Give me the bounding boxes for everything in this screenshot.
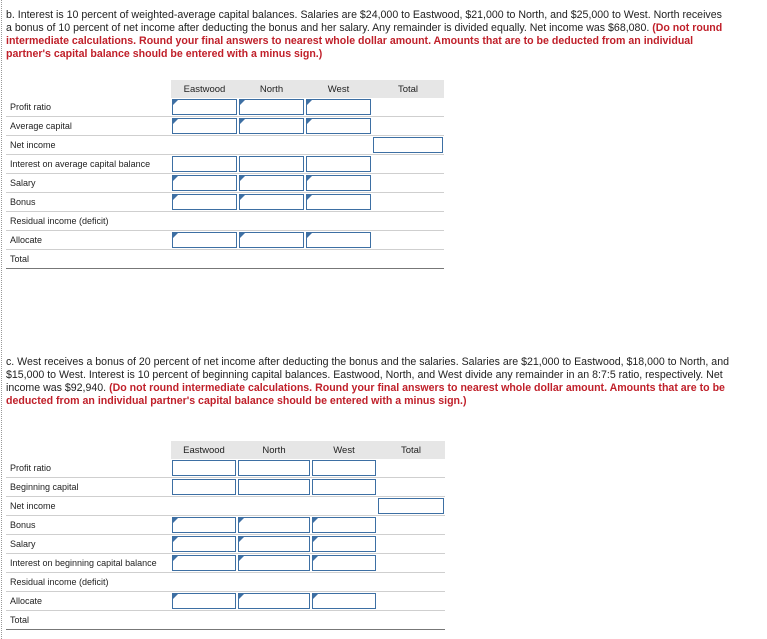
row-label: Residual income (deficit)	[6, 212, 171, 231]
empty-cell	[372, 98, 444, 117]
input-cell[interactable]	[377, 497, 445, 516]
input-cell[interactable]	[237, 478, 311, 497]
input-cell[interactable]	[311, 592, 377, 611]
empty-cell	[171, 573, 237, 592]
header-eastwood: Eastwood	[171, 80, 238, 98]
header-eastwood: Eastwood	[171, 441, 237, 459]
input-cell[interactable]	[238, 231, 305, 250]
row-label: Salary	[6, 174, 171, 193]
total-cell	[311, 611, 377, 630]
input-field[interactable]	[306, 232, 371, 248]
input-field[interactable]	[238, 517, 310, 533]
part-c-instruction: (Do not round intermediate calculations. Round your final answers to nearest whole dollar amount. Amounts that are to be deducted from an individual partner's capital balance should be entered with a minus sign.)	[6, 382, 725, 407]
input-cell[interactable]	[171, 155, 238, 174]
table-row	[6, 554, 445, 573]
input-cell[interactable]	[171, 592, 237, 611]
empty-cell	[372, 174, 444, 193]
input-cell[interactable]	[305, 231, 372, 250]
total-cell	[238, 250, 305, 269]
table-row	[6, 174, 444, 193]
empty-cell	[311, 573, 377, 592]
row-label: Profit ratio	[6, 459, 171, 478]
table-row	[6, 535, 445, 554]
input-cell[interactable]	[171, 516, 237, 535]
row-label: Bonus	[6, 193, 171, 212]
empty-cell	[372, 155, 444, 174]
empty-cell	[377, 535, 445, 554]
empty-cell	[171, 497, 237, 516]
input-field[interactable]	[238, 479, 310, 495]
empty-cell	[377, 573, 445, 592]
total-cell	[305, 250, 372, 269]
input-cell[interactable]	[305, 98, 372, 117]
header-row	[6, 80, 444, 98]
input-cell[interactable]	[171, 117, 238, 136]
dotted-margin-line	[1, 0, 2, 639]
header-west: West	[305, 80, 372, 98]
input-field[interactable]	[239, 118, 304, 134]
input-field[interactable]	[306, 118, 371, 134]
input-cell[interactable]	[171, 174, 238, 193]
input-field[interactable]	[172, 593, 236, 609]
row-label: Net income	[6, 136, 171, 155]
total-row	[6, 250, 444, 269]
total-cell	[237, 611, 311, 630]
input-field[interactable]	[172, 536, 236, 552]
input-field[interactable]	[373, 137, 443, 153]
table-row	[6, 592, 445, 611]
input-field[interactable]	[172, 194, 237, 210]
table-row	[6, 136, 444, 155]
empty-cell	[171, 136, 238, 155]
empty-cell	[237, 573, 311, 592]
header-north: North	[237, 441, 311, 459]
row-label: Residual income (deficit)	[6, 573, 171, 592]
row-label: Beginning capital	[6, 478, 171, 497]
part-c-text: c. West receives a bonus of 20 percent of net income after deducting the bonus and the salaries. Salaries are $21,000 to Eastwood, $18,000 to North, and $15,000 to West. Interest is 10 percent of beginning capital balances. Eastwood, North, and West divide any remainder in an 8:7:5 ratio, respectively. Net income was $92,940.	[6, 356, 729, 394]
input-cell[interactable]	[311, 516, 377, 535]
input-cell[interactable]	[171, 459, 237, 478]
input-field[interactable]	[306, 156, 371, 172]
row-label: Allocate	[6, 231, 171, 250]
input-field[interactable]	[239, 175, 304, 191]
input-cell[interactable]	[238, 98, 305, 117]
input-field[interactable]	[172, 555, 236, 571]
input-field[interactable]	[172, 175, 237, 191]
empty-cell	[372, 117, 444, 136]
input-cell[interactable]	[237, 516, 311, 535]
input-cell[interactable]	[171, 478, 237, 497]
input-field[interactable]	[312, 593, 376, 609]
input-cell[interactable]	[305, 193, 372, 212]
table-row	[6, 573, 445, 592]
input-field[interactable]	[239, 99, 304, 115]
input-field[interactable]	[239, 232, 304, 248]
empty-cell	[311, 497, 377, 516]
input-field[interactable]	[238, 460, 310, 476]
input-cell[interactable]	[372, 136, 444, 155]
input-cell[interactable]	[305, 155, 372, 174]
empty-cell	[372, 193, 444, 212]
empty-cell	[305, 212, 372, 231]
part-b-instruction: (Do not round intermediate calculations. Round your final answers to nearest whole dollar amount. Amounts that are to be deducted from an individual partner's capital balance should be entered with a minus sign.)	[6, 22, 723, 60]
table-row	[6, 459, 445, 478]
input-cell[interactable]	[238, 155, 305, 174]
input-field[interactable]	[172, 99, 237, 115]
blank-header	[6, 441, 171, 459]
input-cell[interactable]	[237, 592, 311, 611]
input-field[interactable]	[172, 118, 237, 134]
input-field[interactable]	[306, 175, 371, 191]
empty-cell	[238, 212, 305, 231]
input-cell[interactable]	[237, 459, 311, 478]
input-field[interactable]	[239, 156, 304, 172]
input-cell[interactable]	[238, 193, 305, 212]
input-cell[interactable]	[171, 535, 237, 554]
input-cell[interactable]	[311, 478, 377, 497]
empty-cell	[377, 459, 445, 478]
row-label: Net income	[6, 497, 171, 516]
input-field[interactable]	[172, 517, 236, 533]
table-row	[6, 478, 445, 497]
row-label: Average capital	[6, 117, 171, 136]
total-cell	[171, 611, 237, 630]
input-field[interactable]	[239, 194, 304, 210]
input-cell[interactable]	[238, 174, 305, 193]
input-cell[interactable]	[171, 98, 238, 117]
blank-header	[6, 80, 171, 98]
row-label: Interest on average capital balance	[6, 155, 171, 174]
header-west: West	[311, 441, 377, 459]
row-label: Salary	[6, 535, 171, 554]
part-b-prompt	[6, 9, 726, 61]
total-cell	[171, 250, 238, 269]
input-field[interactable]	[312, 479, 376, 495]
empty-cell	[377, 592, 445, 611]
input-field[interactable]	[238, 555, 310, 571]
row-label: Bonus	[6, 516, 171, 535]
input-cell[interactable]	[311, 554, 377, 573]
empty-cell	[305, 136, 372, 155]
table-row	[6, 155, 444, 174]
input-cell[interactable]	[305, 117, 372, 136]
input-field[interactable]	[312, 460, 376, 476]
part-c-prompt	[6, 356, 741, 408]
input-field[interactable]	[312, 555, 376, 571]
table-row	[6, 516, 445, 535]
input-cell[interactable]	[305, 174, 372, 193]
row-label: Profit ratio	[6, 98, 171, 117]
empty-cell	[377, 478, 445, 497]
input-cell[interactable]	[311, 535, 377, 554]
header-row	[6, 441, 445, 459]
table-row	[6, 231, 444, 250]
input-cell[interactable]	[237, 554, 311, 573]
input-field[interactable]	[312, 536, 376, 552]
empty-cell	[238, 136, 305, 155]
part-c-table	[6, 441, 445, 630]
total-cell	[372, 250, 444, 269]
header-north: North	[238, 80, 305, 98]
table-row	[6, 497, 445, 516]
input-cell[interactable]	[171, 231, 238, 250]
part-b-text: b. Interest is 10 percent of weighted-average capital balances. Salaries are $24,000 to Eastwood, $21,000 to North, and $25,000 to West. North receives a bonus of 10 percent of net income after deducting the bonus and her salary. Any remainder is divided equally. Net income was $68,080.	[6, 9, 722, 34]
table-row	[6, 117, 444, 136]
input-field[interactable]	[378, 498, 444, 514]
header-total: Total	[377, 441, 445, 459]
row-label: Allocate	[6, 592, 171, 611]
part-b-table	[6, 80, 444, 269]
header-total: Total	[372, 80, 444, 98]
empty-cell	[377, 554, 445, 573]
empty-cell	[171, 212, 238, 231]
input-field[interactable]	[172, 232, 237, 248]
input-field[interactable]	[172, 479, 236, 495]
input-field[interactable]	[312, 517, 376, 533]
input-field[interactable]	[306, 99, 371, 115]
input-cell[interactable]	[238, 117, 305, 136]
input-field[interactable]	[238, 536, 310, 552]
empty-cell	[237, 497, 311, 516]
input-cell[interactable]	[311, 459, 377, 478]
empty-cell	[377, 516, 445, 535]
row-label: Total	[6, 250, 171, 269]
total-cell	[377, 611, 445, 630]
table-row	[6, 193, 444, 212]
empty-cell	[372, 231, 444, 250]
input-field[interactable]	[306, 194, 371, 210]
input-cell[interactable]	[237, 535, 311, 554]
table-row	[6, 98, 444, 117]
input-cell[interactable]	[171, 193, 238, 212]
input-field[interactable]	[172, 460, 236, 476]
table-row	[6, 212, 444, 231]
input-cell[interactable]	[171, 554, 237, 573]
input-field[interactable]	[172, 156, 237, 172]
row-label: Interest on beginning capital balance	[6, 554, 171, 573]
row-label: Total	[6, 611, 171, 630]
input-field[interactable]	[238, 593, 310, 609]
empty-cell	[372, 212, 444, 231]
total-row	[6, 611, 445, 630]
